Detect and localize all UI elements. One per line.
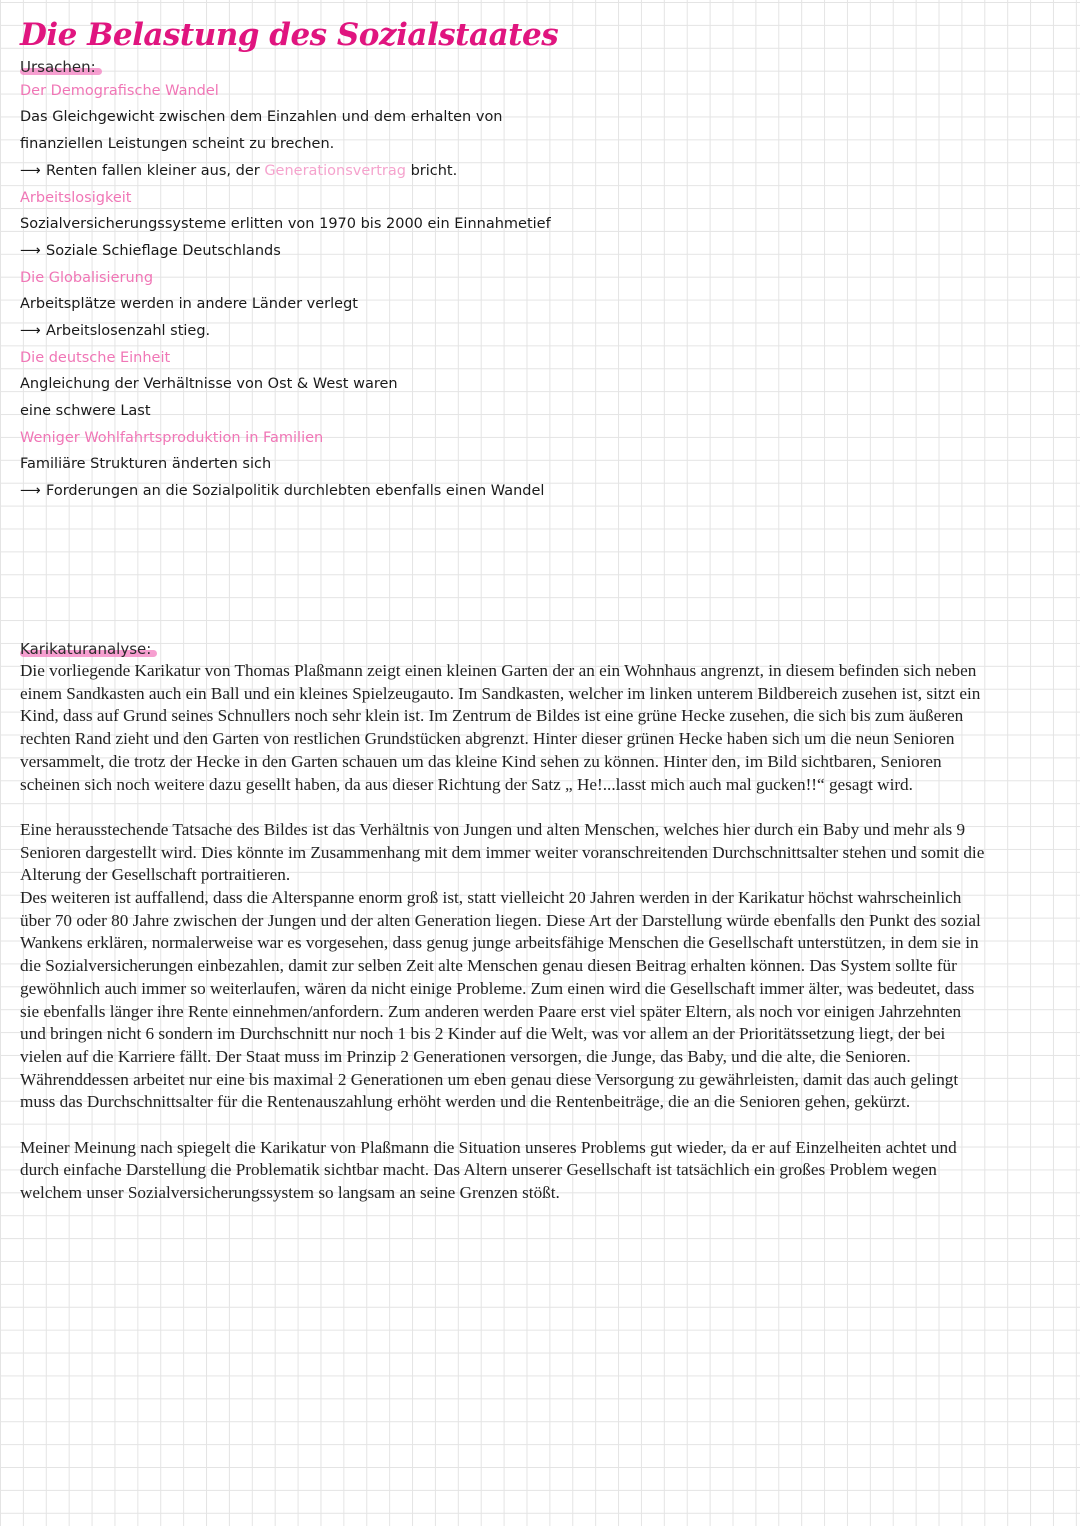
cause-line	[20, 158, 1060, 185]
arrow-right-icon: ⟶	[20, 163, 41, 179]
cause-heading: Die Globalisierung	[20, 270, 154, 286]
cause-line	[20, 238, 1060, 265]
causes-section	[20, 56, 1060, 616]
cause-line-text: Soziale Schieflage Deutschlands	[46, 243, 281, 259]
cause-line-text: Renten fallen kleiner aus, der	[46, 163, 265, 179]
cause-heading: Weniger Wohlfahrtsproduktion in Familien	[20, 430, 324, 446]
cause-line-text: eine schwere Last	[20, 403, 151, 419]
causes-label-text: Ursachen:	[20, 58, 96, 76]
cause-line-text: Familiäre Strukturen änderten sich	[20, 456, 272, 472]
arrow-right-icon: ⟶	[20, 243, 41, 259]
cause-line-text: Arbeitsplätze werden in andere Länder verlegt	[20, 296, 358, 312]
cause-line	[20, 131, 1060, 158]
cause-heading: Arbeitslosigkeit	[20, 190, 132, 206]
analysis-label-text: Karikaturanalyse:	[20, 640, 152, 658]
document-page	[20, 14, 1060, 1228]
cause-line	[20, 451, 1060, 478]
cause-line	[20, 371, 1060, 398]
cause-heading: Der Demografische Wandel	[20, 83, 219, 99]
cause-line-text: Forderungen an die Sozialpolitik durchlebten ebenfalls einen Wandel	[46, 483, 545, 499]
cause-line-text: Sozialversicherungssysteme erlitten von 1970 bis 2000 ein Einnahmetief	[20, 216, 551, 232]
causes-label-wrap	[20, 56, 1060, 78]
analysis-label	[20, 638, 151, 660]
analysis-text	[20, 660, 1060, 1205]
highlighted-term: Generationsvertrag	[264, 163, 406, 179]
cause-line-text: Das Gleichgewicht zwischen dem Einzahlen und dem erhalten von	[20, 109, 503, 125]
analysis-label-wrap	[20, 638, 1060, 660]
causes-label	[20, 56, 96, 78]
cause-line	[20, 211, 1060, 238]
cause-line-text: Angleichung der Verhältnisse von Ost & West waren	[20, 376, 398, 392]
analysis-paragraph-1: Die vorliegende Karikatur von Thomas Plaßmann zeigt einen kleinen Garten der an ein Wohnhaus angrenzt, in diesem befinden sich neben einem Sandkasten auch ein Ball und ein kleines Spielzeugauto. Im Sandkasten, welcher im linken unterem Bildbereich zusehen ist, sitzt ein Kind, dass auf Grund seines Schnullers noch sehr klein ist. Im Zentrum de Bildes ist eine grüne Hecke zusehen, die sich bis zum äußeren rechten Rand zieht und den Garten von restlichen Grundstücken abgrenzt. Hinter dieser grünen Hecke haben sich um die neun Senioren versammelt, die trotz der Hecke in den Garten schauen um das kleine Kind sehen zu können. Hinter den, im Bild sichtbaren, Senioren scheinen sich noch weitere dazu gesellt haben, da aus dieser Richtung der Satz „ He!...lasst mich auch mal gucken!!“ gesagt wird.	[20, 661, 981, 794]
cause-heading: Die deutsche Einheit	[20, 350, 171, 366]
causes-list	[20, 78, 1060, 505]
cause-line-text: finanziellen Leistungen scheint zu brechen.	[20, 136, 335, 152]
cause-line-text-after: bricht.	[405, 163, 458, 179]
arrow-right-icon: ⟶	[20, 323, 41, 339]
cause-line	[20, 478, 1060, 505]
page-title: Die Belastung des Sozialstaates	[20, 17, 559, 53]
cause-line	[20, 104, 1060, 131]
analysis-paragraph-3: Meiner Meinung nach spiegelt die Karikatur von Plaßmann die Situation unseres Problems gut wieder, da er auf Einzelheiten achtet und durch einfache Darstellung die Problematik sichtbar macht. Das Altern unserer Gesellschaft ist tatsächlich ein großes Problem wegen welchem unser Sozialversicherungssystem so langsam an seine Grenzen stößt.	[20, 1137, 957, 1203]
analysis-paragraph-2: Eine herausstechende Tatsache des Bildes ist das Verhältnis von Jungen und alten Menschen, welches hier durch ein Baby und mehr als 9 Senioren dargestellt wird. Dies könnte im Zusammenhang mit dem immer weiter voranschreitenden Durchschnittsalter stehen und somit die Alterung der Gesellschaft portraitieren. Des weiteren ist auffallend, dass die Alterspanne enorm groß ist, statt vielleicht 20 Jahren werden in der Karikatur höchst wahrscheinlich über 70 oder 80 Jahre zwischen der Jungen und der alten Generation liegen. Diese Art der Darstellung würde ebenfalls den Punkt des sozial Wankens erklären, normalerweise war es vorgesehen, dass genug junge arbeitsfähige Menschen die Gesellschaft unterstützen, in dem sie in die Sozialversicherungen einbezahlen, damit zur selben Zeit alte Menschen genau diesen Beitrag erhalten können. Das System sollte für gewöhnlich auch immer so weiterlaufen, wären da nicht einige Probleme. Zum einen wird die Gesellschaft immer älter, was bedeutet, dass sie ebenfalls länger ihre Rente einnehmen/anfordern. Zum anderen werden Paare erst viel später Eltern, als noch vor einigen Jahrzehnten und bringen nicht 6 sondern im Durchschnitt nur noch 1 bis 2 Kinder auf die Welt, was vor allem an der Prioritätssetzung liegt, der bei vielen auf die Karriere fällt. Der Staat muss im Prinzip 2 Generationen versorgen, die Junge, das Baby, und die alte, die Senioren. Währenddessen arbeitet nur eine bis maximal 2 Generationen um eben genau diese Versorgung zu gewährleisten, damit das auch gelingt muss das Durchschnittsalter für die Rentenauszahlung erhöht werden und die Rentenbeiträge, die an die Senioren gehen, gekürzt.	[20, 819, 985, 1112]
cause-line	[20, 291, 1060, 318]
arrow-right-icon: ⟶	[20, 483, 41, 499]
cause-line	[20, 398, 1060, 425]
cause-line	[20, 318, 1060, 345]
cause-line-text: Arbeitslosenzahl stieg.	[46, 323, 211, 339]
